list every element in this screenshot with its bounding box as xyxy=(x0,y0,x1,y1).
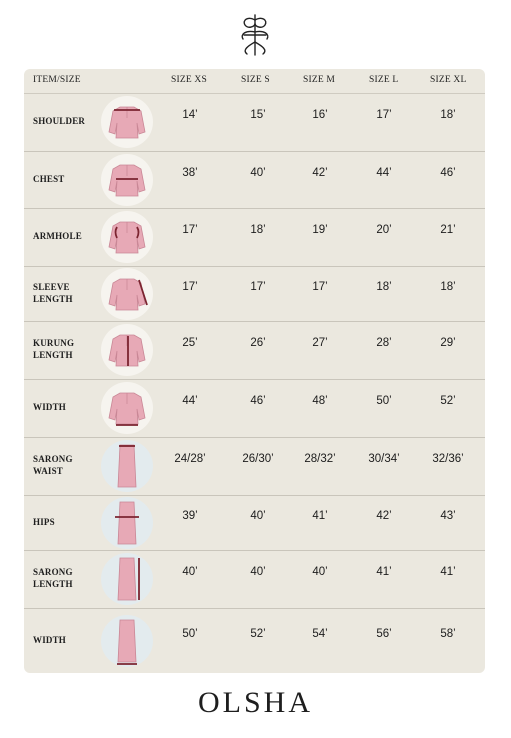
size-value-cell: 17’ xyxy=(182,224,198,236)
table-row xyxy=(24,208,485,267)
table-row xyxy=(24,266,485,322)
brand-logotype: OLSHA xyxy=(197,686,313,719)
size-value-cell: 46’ xyxy=(250,395,266,407)
size-value-cell: 26’ xyxy=(250,337,266,349)
size-value-cell: 52’ xyxy=(250,627,266,640)
size-value-cell: 44’ xyxy=(376,166,392,179)
size-value-cell: 29’ xyxy=(440,337,456,349)
top-armhole-icon xyxy=(101,211,153,263)
skirt-length-icon xyxy=(101,553,153,605)
skirt-hips-icon xyxy=(101,497,153,549)
size-value-cell: 27’ xyxy=(312,337,328,349)
table-row xyxy=(24,93,485,152)
size-value-cell: 28’ xyxy=(376,337,392,349)
size-value-cell: 17’ xyxy=(312,280,328,293)
size-value-cell: 50’ xyxy=(182,627,198,640)
size-value-cell: 58’ xyxy=(440,627,456,640)
size-value-cell: 43’ xyxy=(440,509,456,522)
size-chart-table xyxy=(24,69,485,673)
size-value-cell: 20’ xyxy=(376,224,392,236)
size-value-cell: 38’ xyxy=(182,166,198,179)
size-value-cell: 30/34’ xyxy=(368,453,400,465)
top-width-icon xyxy=(101,382,153,434)
size-value-cell: 48’ xyxy=(312,395,328,407)
row-label: WIDTH xyxy=(33,634,67,645)
header-size-s: SIZE S xyxy=(241,75,270,85)
size-value-cell: 40’ xyxy=(312,566,328,578)
row-label: CHEST xyxy=(33,173,65,184)
skirt-width-icon xyxy=(101,615,153,667)
size-value-cell: 17’ xyxy=(376,109,392,121)
size-value-cell: 52’ xyxy=(440,395,456,407)
size-value-cell: 39’ xyxy=(182,509,198,522)
top-chest-icon xyxy=(101,154,153,206)
size-value-cell: 41’ xyxy=(376,566,392,578)
size-value-cell: 15’ xyxy=(250,109,266,121)
size-value-cell: 17’ xyxy=(250,280,266,293)
size-value-cell: 41’ xyxy=(440,566,456,578)
size-value-cell: 41’ xyxy=(312,509,328,522)
size-value-cell: 32/36’ xyxy=(432,453,464,465)
size-value-cell: 40’ xyxy=(182,566,198,578)
size-value-cell: 46’ xyxy=(440,166,456,179)
size-value-cell: 18’ xyxy=(376,280,392,293)
header-size-xs: SIZE XS xyxy=(171,75,207,85)
row-label: KURUNG LENGTH xyxy=(33,338,75,360)
table-row xyxy=(24,550,485,609)
row-label: SARONG LENGTH xyxy=(33,567,73,589)
row-label: SLEEVE LENGTH xyxy=(33,281,73,304)
size-value-cell: 18’ xyxy=(440,280,456,293)
table-row xyxy=(24,495,485,551)
size-value-cell: 40’ xyxy=(250,509,266,522)
size-value-cell: 18’ xyxy=(250,224,266,236)
size-value-cell: 54’ xyxy=(312,627,328,640)
top-kurung-length-icon xyxy=(101,324,153,376)
size-value-cell: 19’ xyxy=(312,224,328,236)
skirt-waist-icon xyxy=(101,440,153,492)
header-size-xl: SIZE XL xyxy=(430,75,467,85)
size-value-cell: 14’ xyxy=(182,109,198,121)
size-value-cell: 42’ xyxy=(312,166,328,179)
row-label: WIDTH xyxy=(33,402,67,412)
size-value-cell: 26/30’ xyxy=(242,453,274,465)
row-label: ARMHOLE xyxy=(33,231,82,241)
top-shoulder-icon xyxy=(101,96,153,148)
row-label: SARONG WAIST xyxy=(33,454,73,476)
table-row xyxy=(24,151,485,209)
table-row xyxy=(24,321,485,380)
size-value-cell: 56’ xyxy=(376,627,392,640)
size-value-cell: 50’ xyxy=(376,395,392,407)
header-size-m: SIZE M xyxy=(303,75,336,85)
size-value-cell: 21’ xyxy=(440,224,456,236)
size-value-cell: 24/28’ xyxy=(174,453,206,465)
size-value-cell: 16’ xyxy=(312,109,328,121)
top-sleeve-length-icon xyxy=(101,268,153,320)
size-value-cell: 42’ xyxy=(376,509,392,522)
table-header xyxy=(24,69,485,94)
table-row xyxy=(24,437,485,496)
size-value-cell: 17’ xyxy=(182,280,198,293)
header-size-l: SIZE L xyxy=(369,75,399,85)
size-value-cell: 40’ xyxy=(250,166,266,179)
size-value-cell: 40’ xyxy=(250,566,266,578)
size-value-cell: 44’ xyxy=(182,395,198,407)
header-item-size: ITEM/SIZE xyxy=(33,75,81,85)
row-label: HIPS xyxy=(33,516,55,527)
logo-monogram-icon xyxy=(232,12,278,58)
row-label: SHOULDER xyxy=(33,116,86,126)
size-value-cell: 28/32’ xyxy=(304,453,336,465)
size-value-cell: 18’ xyxy=(440,109,456,121)
size-value-cell: 25’ xyxy=(182,337,198,349)
table-row xyxy=(24,608,485,673)
table-row xyxy=(24,379,485,438)
